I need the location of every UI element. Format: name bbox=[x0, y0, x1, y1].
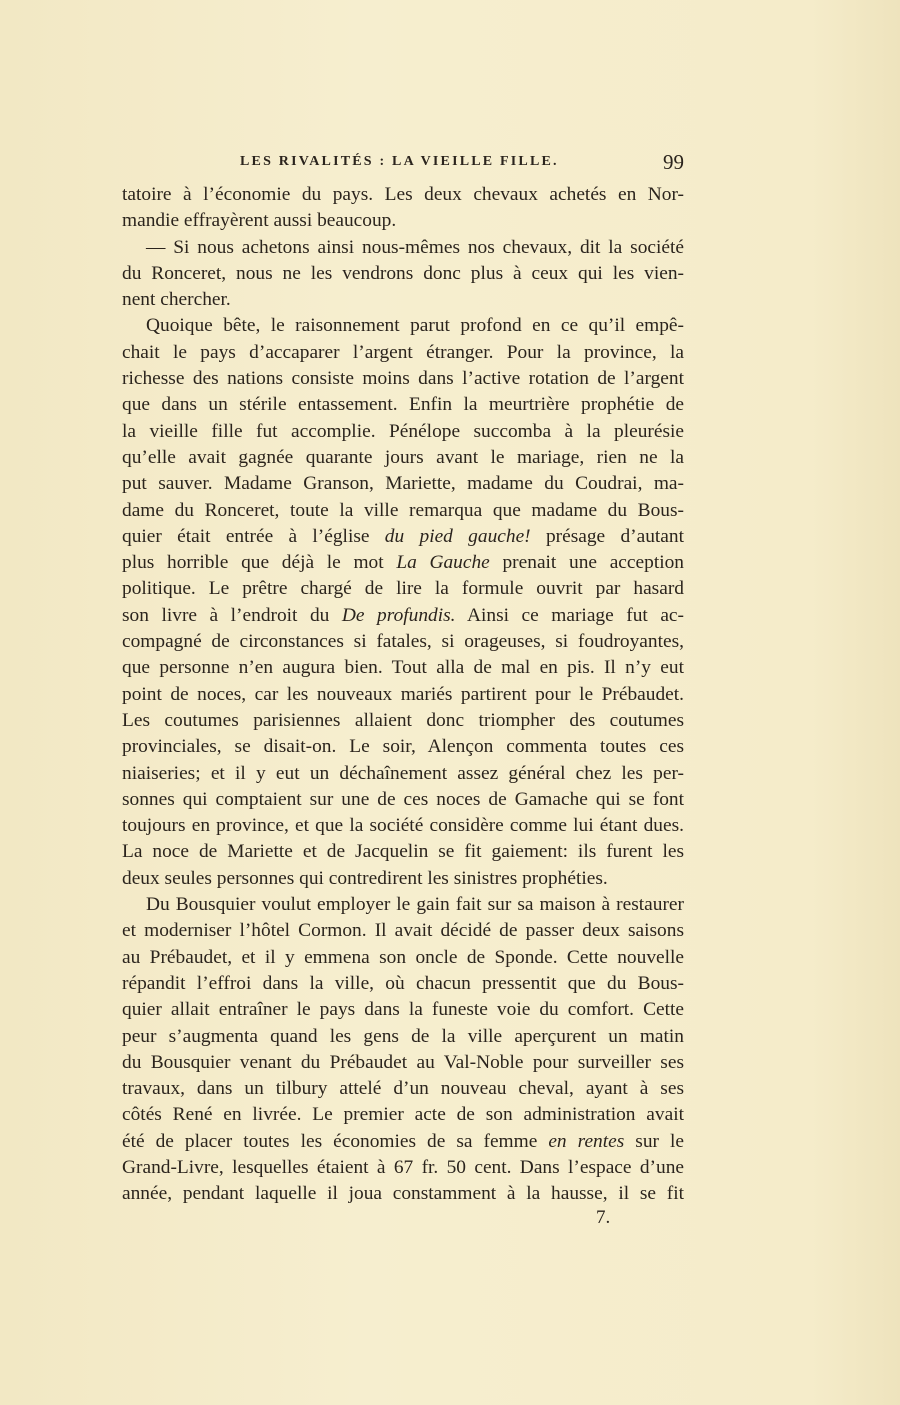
text-line bbox=[122, 1050, 684, 1076]
text-line bbox=[122, 392, 684, 418]
text-line bbox=[122, 761, 684, 787]
text-line bbox=[122, 1181, 684, 1207]
text-line bbox=[122, 971, 684, 997]
text-line bbox=[122, 445, 684, 471]
text-segment: la vieille fille fut accomplie. Pénélope succomba à la pleurésie bbox=[122, 420, 684, 442]
text-segment: Les coutumes parisiennes allaient donc triompher des coutumes bbox=[122, 709, 684, 731]
text-line bbox=[122, 866, 684, 892]
text-segment: Quoique bête, le raisonnement parut profond en ce qu’il empê- bbox=[146, 315, 684, 337]
text-segment: politique. Le prêtre chargé de lire la formule ouvrit par hasard bbox=[122, 578, 684, 600]
text-line bbox=[122, 235, 684, 261]
text-line bbox=[122, 576, 684, 602]
text-segment: nent chercher. bbox=[122, 289, 231, 311]
running-head bbox=[122, 152, 684, 178]
text-line bbox=[122, 1102, 684, 1128]
italic-phrase: du pied gauche! bbox=[384, 525, 531, 547]
text-line bbox=[122, 918, 684, 944]
text-line bbox=[122, 287, 684, 313]
body-text bbox=[122, 182, 684, 1208]
text-line bbox=[122, 313, 684, 339]
text-segment: — Si nous achetons ainsi nous-mêmes nos chevaux, dit la société bbox=[146, 236, 684, 258]
text-segment: plus horrible que déjà le mot bbox=[122, 552, 397, 574]
text-line bbox=[122, 945, 684, 971]
text-segment: toujours en province, et que la société considère comme lui étant dues. bbox=[122, 815, 684, 837]
italic-phrase: De profundis. bbox=[341, 604, 456, 626]
text-line bbox=[122, 1155, 684, 1181]
text-line bbox=[122, 524, 684, 550]
text-line bbox=[122, 629, 684, 655]
text-segment: son livre à l’endroit du bbox=[122, 604, 342, 626]
text-segment: au Prébaudet, et il y emmena son oncle de Sponde. Cette nouvelle bbox=[122, 946, 684, 968]
text-segment: quier était entrée à l’église bbox=[122, 525, 385, 547]
text-line bbox=[122, 708, 684, 734]
text-segment: put sauver. Madame Granson, Mariette, madame du Coudrai, ma- bbox=[122, 473, 684, 495]
text-line bbox=[122, 208, 684, 234]
text-segment: peur s’augmenta quand les gens de la ville aperçurent un matin bbox=[122, 1025, 684, 1047]
text-segment: mandie effrayèrent aussi beaucoup. bbox=[122, 210, 397, 232]
text-segment: La noce de Mariette et de Jacquelin se fit gaiement: ils furent les bbox=[122, 841, 684, 863]
text-line bbox=[122, 787, 684, 813]
text-line bbox=[122, 471, 684, 497]
text-line bbox=[122, 340, 684, 366]
text-segment: qu’elle avait gagnée quarante jours avant le mariage, rien ne la bbox=[122, 446, 684, 468]
text-line bbox=[122, 1076, 684, 1102]
text-line bbox=[122, 261, 684, 287]
text-segment: que personne n’en augura bien. Tout alla de mal en pis. Il n’y eut bbox=[122, 657, 684, 679]
text-segment: point de noces, car les nouveaux mariés partirent pour le Prébaudet. bbox=[122, 683, 684, 705]
text-segment: compagné de circonstances si fatales, si orageuses, si foudroyantes, bbox=[122, 631, 684, 653]
text-segment: sonnes qui comptaient sur une de ces noces de Gamache qui se font bbox=[122, 788, 684, 810]
text-line bbox=[122, 655, 684, 681]
text-segment: présage d’autant bbox=[530, 525, 684, 547]
text-line bbox=[122, 1129, 684, 1155]
text-segment: prenait une acception bbox=[489, 552, 684, 574]
text-line bbox=[122, 813, 684, 839]
text-line bbox=[122, 419, 684, 445]
text-segment: répandit l’effroi dans la ville, où chacun pressentit que du Bous- bbox=[122, 972, 684, 994]
text-segment: et moderniser l’hôtel Cormon. Il avait décidé de passer deux saisons bbox=[122, 920, 684, 942]
text-line bbox=[122, 182, 684, 208]
text-line bbox=[122, 682, 684, 708]
text-segment: Ainsi ce mariage fut ac- bbox=[455, 604, 684, 626]
text-segment: quier allait entraîner le pays dans la funeste voie du comfort. Cette bbox=[122, 999, 684, 1021]
text-segment: tatoire à l’économie du pays. Les deux chevaux achetés en Nor- bbox=[122, 184, 684, 205]
text-segment: Du Bousquier voulut employer le gain fait sur sa maison à restaurer bbox=[146, 894, 684, 916]
text-segment: travaux, dans un tilbury attelé d’un nouveau cheval, ayant à ses bbox=[122, 1078, 684, 1100]
text-segment: sur le bbox=[624, 1130, 684, 1152]
text-segment: deux seules personnes qui contredirent les sinistres prophéties. bbox=[122, 867, 608, 889]
text-segment: année, pendant laquelle il joua constamment à la hausse, il se fit bbox=[122, 1183, 684, 1205]
italic-phrase: La Gauche bbox=[396, 552, 490, 574]
text-line bbox=[122, 1024, 684, 1050]
text-line bbox=[122, 839, 684, 865]
text-segment: richesse des nations consiste moins dans l’active rotation de l’argent bbox=[122, 368, 684, 390]
text-segment: niaiseries; et il y eut un déchaînement assez général chez les per- bbox=[122, 762, 684, 784]
text-segment: dame du Ronceret, toute la ville remarqua que madame du Bous- bbox=[122, 499, 684, 521]
text-line bbox=[122, 892, 684, 918]
running-head-title: LES RIVALITÉS : LA VIEILLE FILLE. bbox=[240, 154, 559, 169]
text-line bbox=[122, 997, 684, 1023]
text-segment: chait le pays d’accaparer l’argent étranger. Pour la province, la bbox=[122, 341, 684, 363]
italic-phrase: en rentes bbox=[548, 1130, 625, 1152]
text-segment: côtés René en livrée. Le premier acte de son administration avait bbox=[122, 1104, 684, 1126]
page-number: 99 bbox=[663, 150, 684, 174]
text-line bbox=[122, 603, 684, 629]
text-segment: Grand-Livre, lesquelles étaient à 67 fr. 50 cent. Dans l’espace d’une bbox=[122, 1156, 684, 1178]
signature-mark: 7. bbox=[596, 1207, 611, 1228]
text-line bbox=[122, 734, 684, 760]
text-segment: du Ronceret, nous ne les vendrons donc plus à ceux qui les vien- bbox=[122, 262, 684, 284]
text-line bbox=[122, 366, 684, 392]
text-segment: que dans un stérile entassement. Enfin la meurtrière prophétie de bbox=[122, 394, 684, 416]
text-line bbox=[122, 550, 684, 576]
text-segment: été de placer toutes les économies de sa femme bbox=[122, 1130, 549, 1152]
text-segment: du Bousquier venant du Prébaudet au Val-Noble pour surveiller ses bbox=[122, 1051, 684, 1073]
text-line bbox=[122, 498, 684, 524]
text-segment: provinciales, se disait-on. Le soir, Alençon commenta toutes ces bbox=[122, 736, 684, 758]
